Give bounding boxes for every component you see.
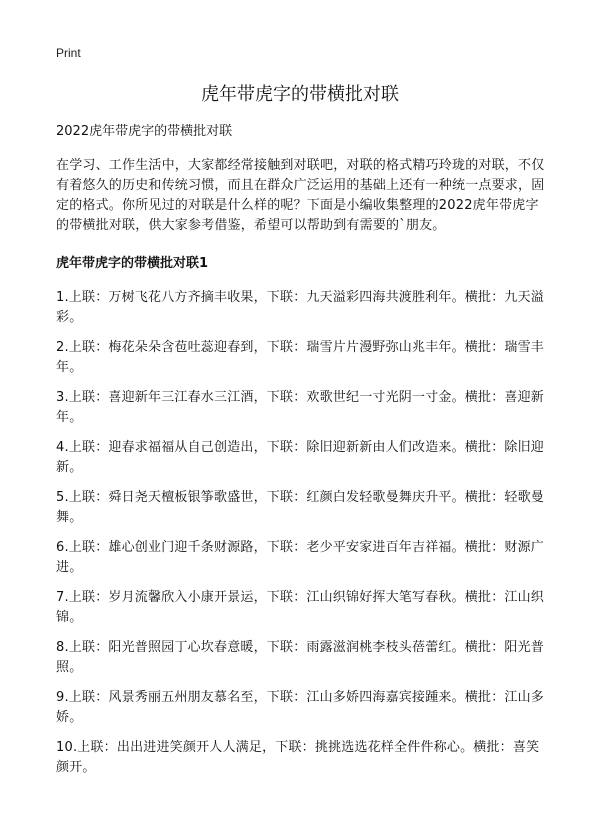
couplet-item: 8.上联：阳光普照园丁心坎春意暖，下联：雨露滋润桃李枝头蓓蕾红。横批：阳光普照。 xyxy=(56,640,545,675)
couplet-item: 3.上联：喜迎新年三江春水三江酒，下联：欢歌世纪一寸光阴一寸金。横批：喜迎新年。 xyxy=(56,390,545,425)
subtitle: 2022虎年带虎字的带横批对联 xyxy=(56,124,233,139)
couplet-item: 9.上联：风景秀丽五州朋友慕名至，下联：江山多娇四海嘉宾接踵来。横批：江山多娇。 xyxy=(56,690,545,725)
document-body xyxy=(56,122,546,788)
print-label: Print xyxy=(56,46,81,60)
couplet-item: 6.上联：雄心创业门迎千条财源路，下联：老少平安家进百年吉祥福。横批：财源广进。 xyxy=(56,540,545,575)
intro-paragraph: 在学习、工作生活中，大家都经常接触到对联吧，对联的格式精巧玲珑的对联，不仅有着悠久的历史和传统习惯，而且在群众广泛运用的基础上还有一种统一点要求，固定的格式。你所见过的对联是什么样的呢？下面是小编收集整理的2022虎年带虎字的带横批对联，供大家参考借鉴，希望可以帮助到有需要的`朋友。 xyxy=(56,158,545,233)
couplet-item: 7.上联：岁月流馨欣入小康开景运，下联：江山织锦好挥大笔写春秋。横批：江山织锦。 xyxy=(56,590,545,625)
couplet-item: 4.上联：迎春求福福从自己创造出，下联：除旧迎新新由人们改造来。横批：除旧迎新。 xyxy=(56,440,545,475)
couplet-item: 5.上联：舜日尧天檀板银筝歌盛世，下联：红颜白发轻歌曼舞庆升平。横批：轻歌曼舞。 xyxy=(56,490,545,525)
couplet-item: 10.上联：出出进进笑颜开人人满足，下联：挑挑选选花样全件件称心。横批：喜笑颜开。 xyxy=(56,740,540,775)
couplet-item: 2.上联：梅花朵朵含苞吐蕊迎春到，下联：瑞雪片片漫野弥山兆丰年。横批：瑞雪丰年。 xyxy=(56,340,545,375)
couplet-item: 1.上联：万树飞花八方齐摘丰收果，下联：九天溢彩四海共渡胜利年。横批：九天溢彩。 xyxy=(56,290,545,325)
section-heading: 虎年带虎字的带横批对联1 xyxy=(56,256,209,271)
page-title: 虎年带虎字的带横批对联 xyxy=(201,84,399,105)
